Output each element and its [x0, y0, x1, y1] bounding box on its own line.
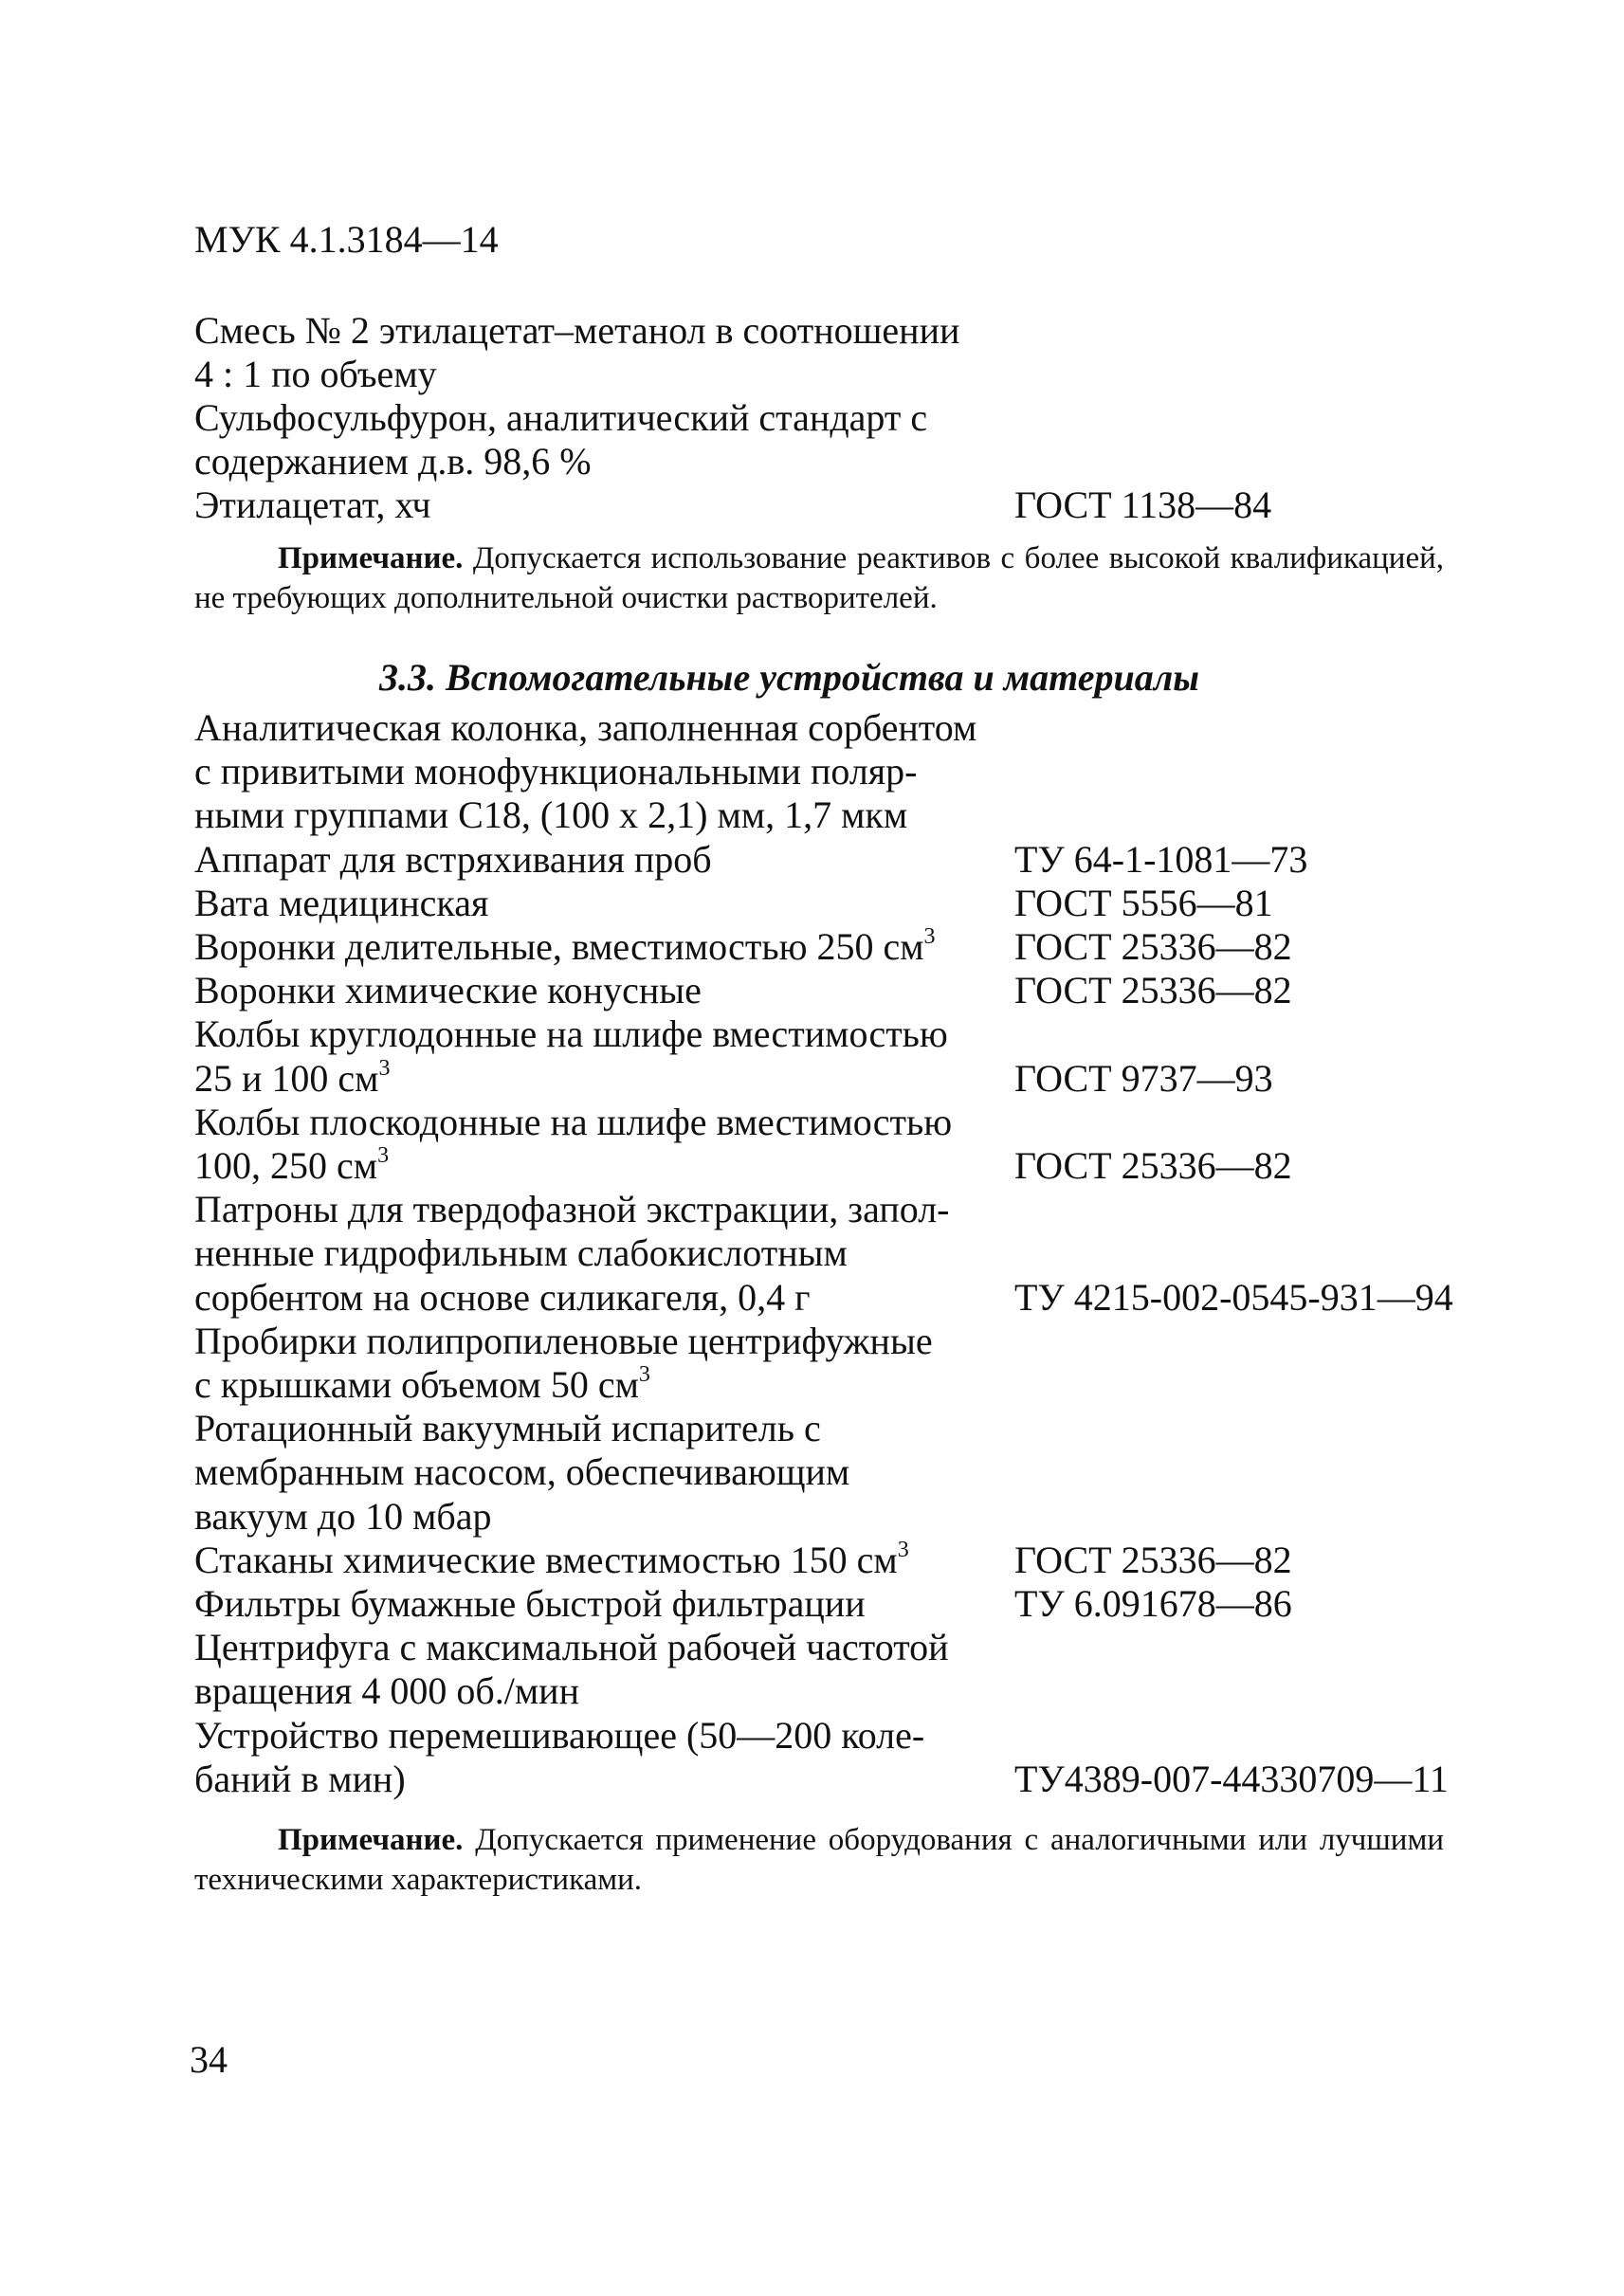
note-label: Примечание.	[278, 1823, 464, 1857]
reagent-row	[194, 483, 1484, 527]
equipment-standard: ТУ4389-007-44330709—11	[1014, 1757, 1449, 1800]
equipment-standard: ГОСТ 25336—82	[1014, 1144, 1292, 1188]
equipment-row	[194, 838, 1484, 882]
reagent-name: Этилацетат, хч	[194, 483, 431, 526]
equipment-name: Стаканы химические вместимостью 150 $см^3$	[194, 1538, 909, 1581]
equipment-name: Вата медицинская	[194, 881, 489, 924]
equipment-name: Фильтры бумажные быстрой фильтрации	[194, 1582, 866, 1626]
note-equipment	[194, 1820, 1444, 1900]
equipment-name: Пробирки полипропиленовые центрифужные с крышками объемом 50 $см^3$	[194, 1319, 933, 1407]
equipment-name: Аппарат для встряхивания проб	[194, 837, 712, 881]
equipment-name: Воронки делительные, вместимостью 250 $см^3$	[194, 924, 936, 969]
document-code: МУК 4.1.3184—14	[194, 218, 499, 261]
equipment-name: Центрифуга с максимальной рабочей частотой вращения 4 000 об./мин	[194, 1626, 949, 1713]
equipment-name: Ротационный вакуумный испаритель с мембранным насосом, обеспечивающим вакуум до 10 мбар	[194, 1407, 850, 1538]
equipment-standard: ГОСТ 5556—81	[1014, 881, 1273, 924]
equipment-row	[194, 1188, 1484, 1320]
note-label: Примечание.	[278, 541, 464, 575]
equipment-standard: ТУ 6.091678—86	[1014, 1582, 1292, 1626]
note-text: Допускается использование реактивов с более высокой квалификацией, не требующих дополнительной очистки растворителей.	[194, 541, 1444, 615]
equipment-name: Колбы круглодонные на шлифе вместимостью 25 и 100 $см^3$	[194, 1012, 948, 1100]
page-number: 34	[190, 2038, 228, 2081]
reagent-row	[194, 309, 1484, 396]
equipment-row	[194, 1582, 1484, 1626]
reagents-list	[194, 309, 1484, 527]
equipment-list	[194, 706, 1484, 1801]
equipment-row	[194, 882, 1484, 925]
equipment-row	[194, 1320, 1484, 1407]
equipment-name: Аналитическая колонка, заполненная сорбентом с привитыми монофункциональными поляр- ными группами С18, (100 х 2,1) мм, 1,7 мкм	[194, 706, 977, 837]
equipment-standard: ГОСТ 25336—82	[1014, 969, 1292, 1012]
equipment-row	[194, 925, 1484, 969]
equipment-standard: ГОСТ 25336—82	[1014, 1538, 1292, 1581]
equipment-standard: ГОСТ 25336—82	[1014, 925, 1292, 969]
reagent-row	[194, 396, 1484, 483]
equipment-row	[194, 1539, 1484, 1582]
equipment-standard: ТУ 4215-002-0545-931—94	[1014, 1275, 1453, 1319]
reagent-name: Смесь № 2 этилацетат–метанол в соотношении 4 : 1 по объему	[194, 309, 960, 395]
note-reagents	[194, 538, 1444, 618]
note-text: Допускается применение оборудования с аналогичными или лучшими техническими характеристиками.	[194, 1823, 1444, 1897]
equipment-standard: ТУ 64-1-1081—73	[1014, 837, 1308, 881]
section-title: 3.3. Вспомогательные устройства и материалы	[379, 656, 1200, 699]
equipment-row	[194, 1101, 1484, 1188]
equipment-row	[194, 1012, 1484, 1100]
equipment-name: Воронки химические конусные	[194, 969, 702, 1012]
equipment-standard: ГОСТ 9737—93	[1014, 1056, 1273, 1100]
equipment-row	[194, 969, 1484, 1012]
reagent-name: Сульфосульфурон, аналитический стандарт с содержанием д.в. 98,6 %	[194, 396, 928, 483]
equipment-row	[194, 1714, 1484, 1801]
reagent-standard: ГОСТ 1138—84	[1014, 483, 1272, 526]
equipment-name: Устройство перемешивающее (50—200 коле- баний в мин)	[194, 1713, 925, 1800]
equipment-row	[194, 1407, 1484, 1539]
equipment-name: Патроны для твердофазной экстракции, запол- ненные гидрофильным слабокислотным сорбентом на основе силикагеля, 0,4 г	[194, 1188, 950, 1319]
equipment-row	[194, 1626, 1484, 1713]
equipment-row	[194, 706, 1484, 838]
equipment-name: Колбы плоскодонные на шлифе вместимостью 100, 250 $см^3$	[194, 1100, 953, 1188]
